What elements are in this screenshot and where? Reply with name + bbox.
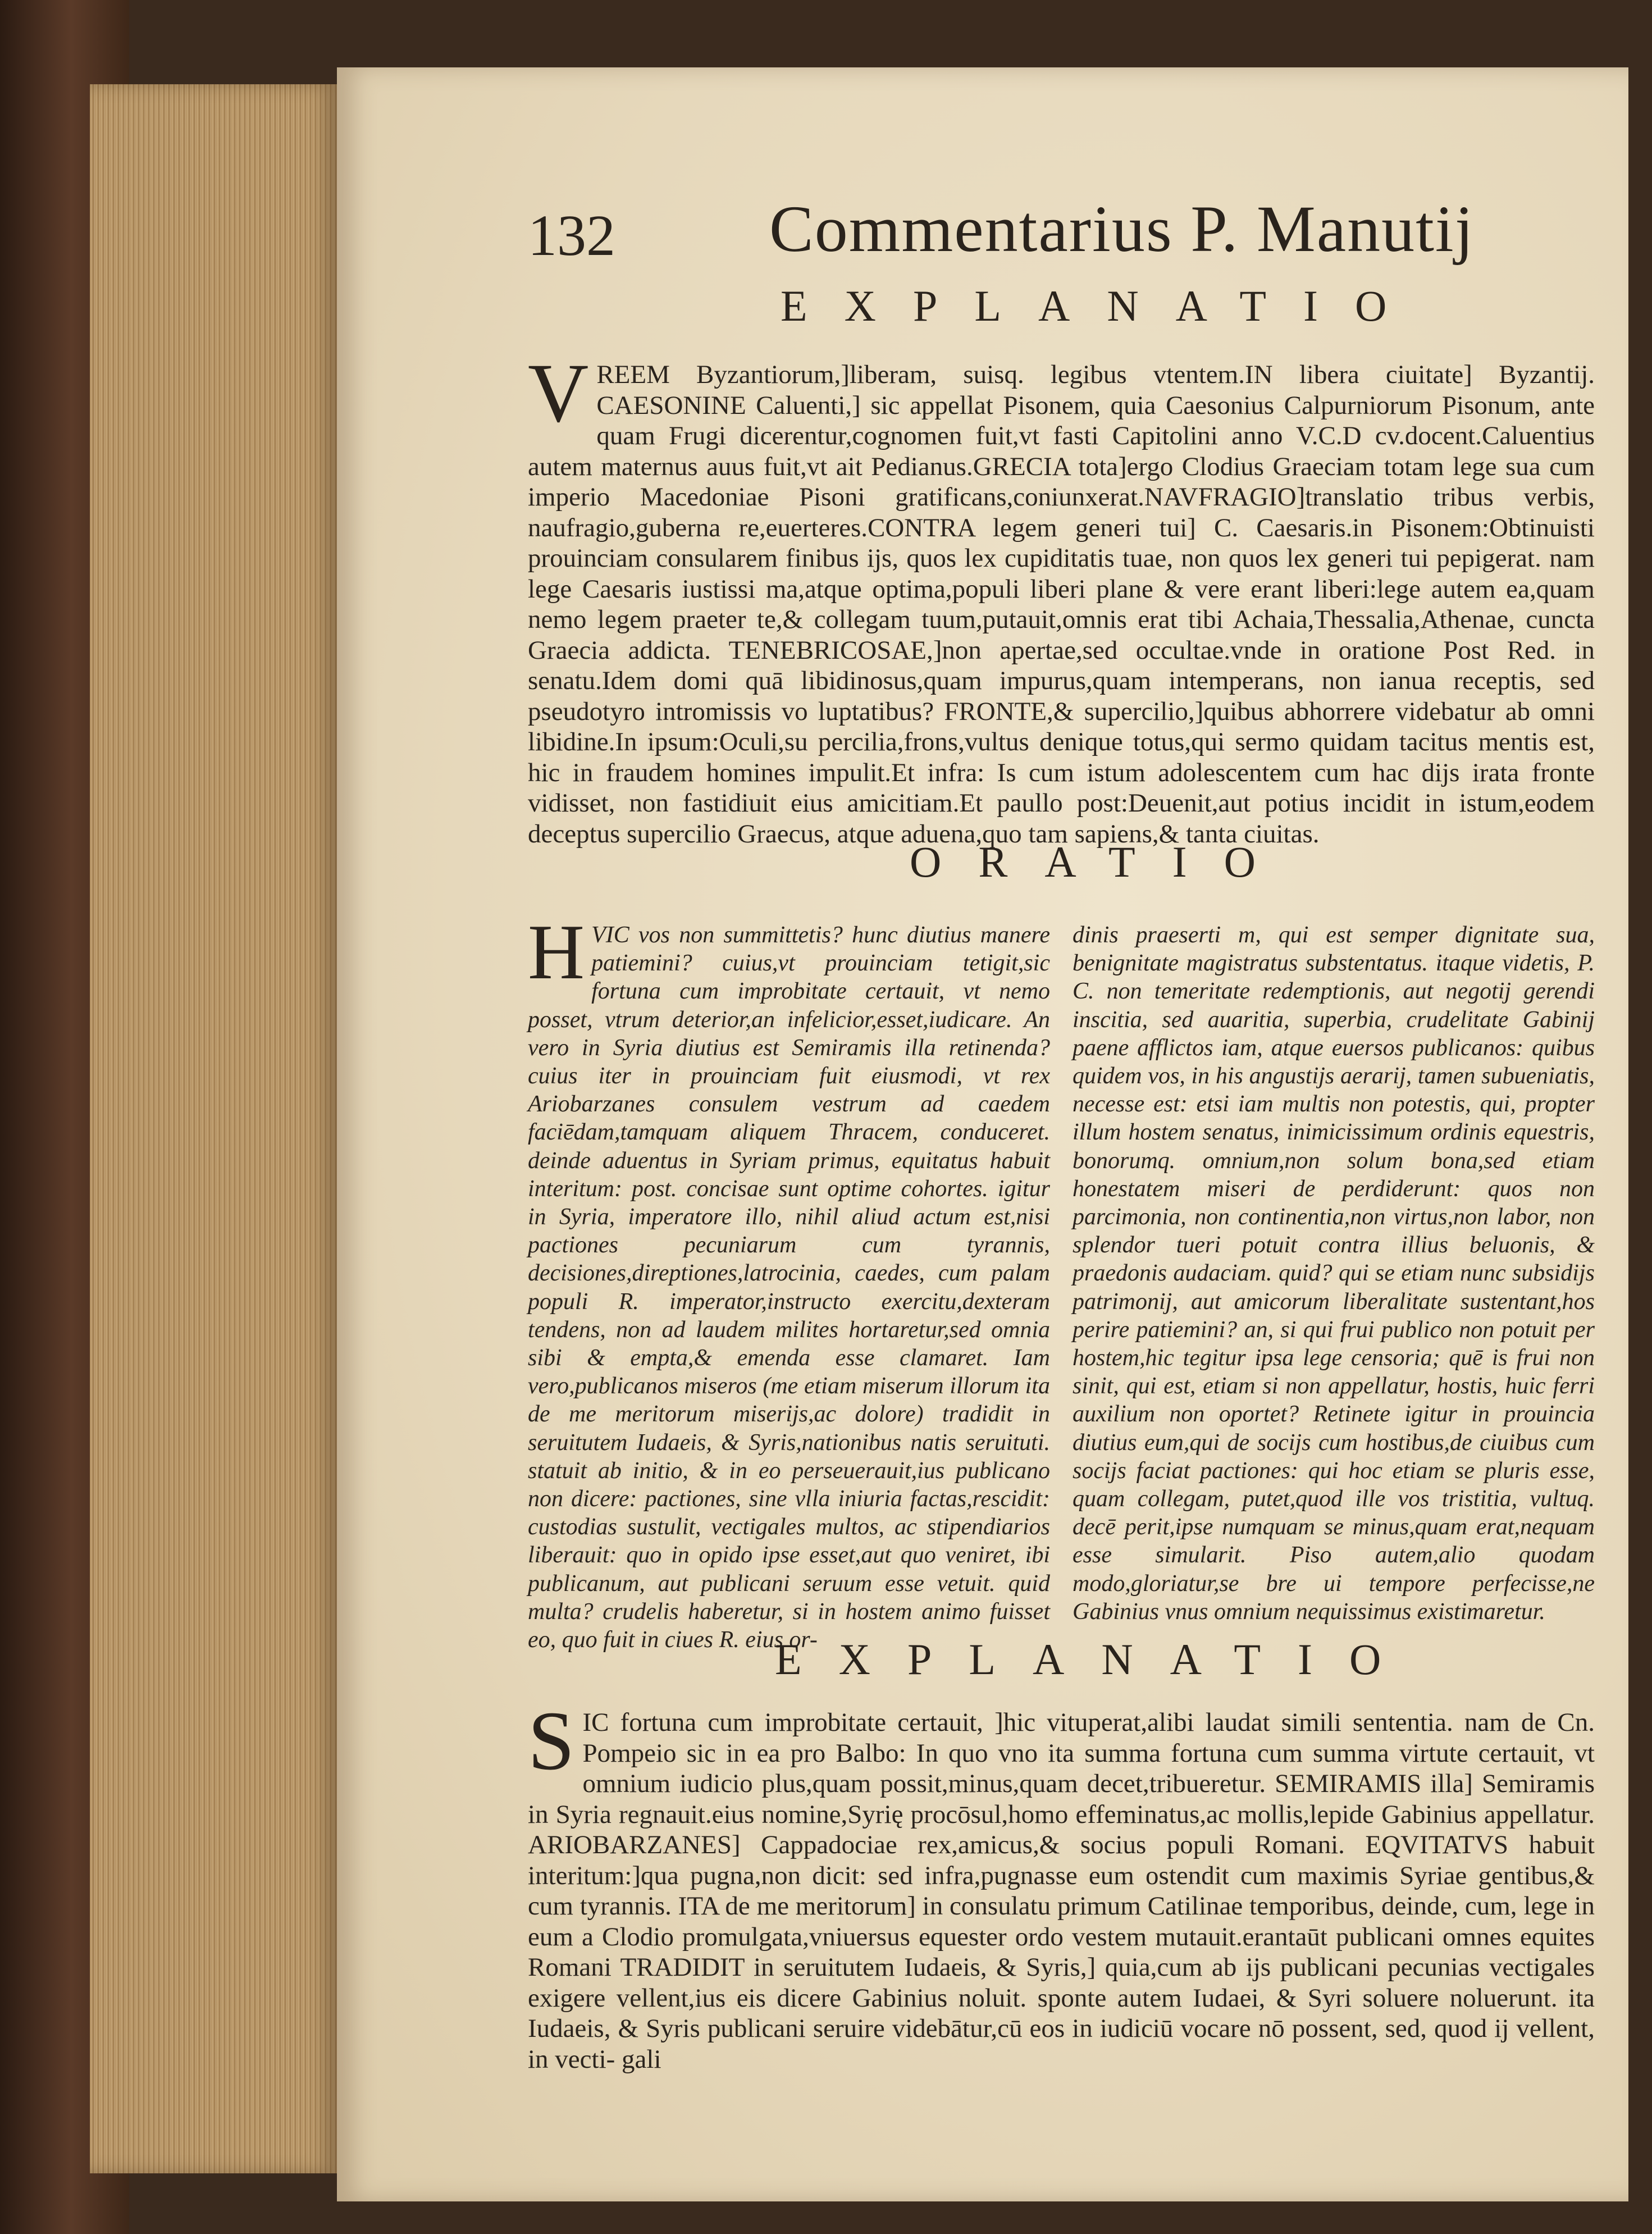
commentary-text-2: IC fortuna cum improbitate certauit, ]hic vituperat,alibi laudat simili sententia. nam de Cn. Pompeio sic in ea pro Balbo: In quo vno ita summa fortuna cum summa virtute certauit, vt omnium iudicio plus,quam possit,minus,quam decet,tribueretur. SEMIRAMIS illa] Semiramis in Syria regnauit.eius nomine,Syrię procōsul,homo effeminatus,ac mollis,lepide Gabinius appellatur. ARIOBARZANES] Cappadociae rex,amicus,& socius populi Romani. EQVITATVS habuit interitum:]qua pugna,non dicit: sed infra,pugnasse eum ostendit cum maximis Syriae gentibus,& cum tyrannis. ITA de me meritorum] in consulatu primum Catilinae temporibus, deinde, cum, lege in eum a Clodio promulgata,vniuersus equester ordo vestem mutauit.erantaūt publicani omnes equites Romani TRADIDIT in seruitutem Iudaeis, & Syris,] quia,cum ab ijs publicani pecunias vectigales exigere vellent,ius eis dicere Gabinius noluit. sponte autem Iudaei, & Syri soluere noluerunt. ita Iudaeis, & Syris publicani seruire videbātur,cū eos in iudiciū vocare nō possent, sed, quod ij vellent, in vecti- gali [528,1708,1595,2074]
page-number: 132 [528,203,615,268]
section-heading-explanatio-2: EXPLANATIO [775,1635,1418,1684]
oration-text-right: dinis praeserti m, qui est semper dignitate sua, benignitate magistratus substentatus. itaque videtis, P. C. non temeritate redemptionis, aut negotij gerendi inscitia, sed auaritia, superbia, crudelitate Gabinij paene afflictos iam, atque euersos publicanos: quibus quidem vos, in his angustijs aerarij, tamen subueniatis, necesse est: etsi iam multis non potestis, qui, propter illum hostem senatus, inimicissimum ordinis equestris, bonorumq. omnium,non solum bona,sed etiam honestatem miseri de perdiderunt: quos non parcimonia, non continentia,non virtus,non labor, non splendor tueri potuit contra illius beluonis, & praedonis audaciam. quid? qui se etiam nunc subsidijs patrimonij, aut amicorum liberalitate sustentant,hos perire patiemini? an, si qui frui publico non potuit per hostem,hic tegitur ipsa lege censoria; quē is frui non sinit, qui est, etiam si non appellatur, hostis, huic ferri auxilium non oportet? Retinete igitur in prouincia diutius eum,qui de socijs cum hostibus,de ciuibus cum socijs faciat pactiones: qui hoc etiam se pluris esse, quam collegam, putet,quod ille vos tristitia, vultuq. decē perit,ipse numquam se minus,quam erat,nequam esse simularit. Piso autem,alio quodam modo,gloriatur,se bre ui tempore perfecisse,ne Gabinius vnus omnium nequissimus existimaretur. [1073,922,1595,1625]
drop-cap: V [528,347,589,440]
oration-column-left [528,909,1050,1653]
commentary-block-2 [528,1694,1595,2134]
book-page [337,67,1628,2201]
section-heading-explanatio-1: EXPLANATIO [781,281,1424,330]
page-header [528,191,1595,281]
drop-cap: H [528,909,585,996]
commentary-text-1: REEM Byzantiorum,]liberam, suisq. legibus vtentem.IN libera ciuitate] Byzantij. CAESONINE Caluenti,] sic appellat Pisonem, quia Caesonius Calpurniorum Pisonum, ante quam Frugi dicerentur,cognomen fuit,vt fasti Capitolini anno V.C.D cv.docent.Caluentius autem maternus auus fuit,vt ait Pedianus.GRECIA tota]ergo Clodius Graeciam totam lege sua cum imperio Macedoniae Pisoni gratificans,coniunxerat.NAVFRAGIO]translatio tribus verbis, naufragio,guberna re,euerteres.CONTRA legem generi tui] C. Caesaris.in Pisonem:Obtinuisti prouinciam consularem finibus ijs, quos lex cupiditatis tuae, non quos lex generi tui pepigerat. nam lege Caesaris iustissi ma,atque optima,populi liberi plane & vere erant liberi:lege autem ea,quam nemo legem praeter te,& collegam tuum,putauit,omnis erat tibi Achaia,Thessalia,Athenae, cuncta Graecia addicta. TENEBRICOSAE,]non apertae,sed occultae.vnde in oratione Post Red. in senatu.Idem domi quā libidinosus,quam impurus,quam intemperans, non ianua receptis, sed pseudotyro intromissis vo luptatibus? FRONTE,& supercilio,]quibus abhorrere videbatur ab omni libidine.In ipsum:Oculi,su percilia,frons,vultus denique totus,qui sermo quidam tacitus mentis est, hic in fraudem homines impulit.Et infra: Is cum istum adolescentem cum hac dijs irata fronte vidisset, non fastidiuit eius amicitiam.Et paullo post:Deuenit,aut potius incidit in istum,eodem deceptus supercilio Graecus, atque aduena,quo tam sapiens,& tanta ciuitas. [528,360,1595,849]
oration-column-right [1073,921,1595,1651]
running-head: Commentarius P. Manutij [769,192,1475,266]
section-heading-oratio: ORATIO [910,837,1293,886]
oration-text-left: VIC vos non summittetis? hunc diutius manere patiemini? cuius,vt prouinciam tetigit,sic fortuna cum improbitate certauit, vt nemo posset, vtrum deterior,an infelicior,esset,iudicare. An vero in Syria diutius est Semiramis illa retinenda? cuius iter in prouinciam fuit eiusmodi, vt rex Ariobarzanes consulem vestrum ad caedem faciēdam,tamquam aliquem Thracem, conduceret. deinde aduentus in Syriam primus, equitatus habuit interitum: post. concisae sunt optime cohortes. igitur in Syria, imperatore illo, nihil aliud actum est,nisi pactiones pecuniarum cum tyrannis, decisiones,direptiones,latrocinia, caedes, cum palam populi R. imperator,instructo exercitu,dexteram tendens, non ad laudem milites hortaretur,sed omnia sibi & empta,& emenda esse clamaret. Iam vero,publicanos miseros (me etiam miserum illorum ita de me meritorum miserijs,ac dolore) tradidit in seruitutem Iudaeis, & Syris,nationibus natis seruituti. statuit ab initio, & in eo perseuerauit,ius publicano non dicere: pactiones, sine vlla iniuria factas,rescidit: custodias sustulit, vectigales multos, ac stipendiarios liberauit: quo in opido ipse esset,aut quo veniret, ibi publicanum, aut publicani seruum esse vetuit. quid multa? crudelis haberetur, si in hostem animo fuisset eo, quo fuit in ciues R. eius or- [528,922,1050,1653]
commentary-block-1 [528,347,1595,893]
drop-cap: S [528,1694,575,1788]
page-edges [90,84,337,2173]
